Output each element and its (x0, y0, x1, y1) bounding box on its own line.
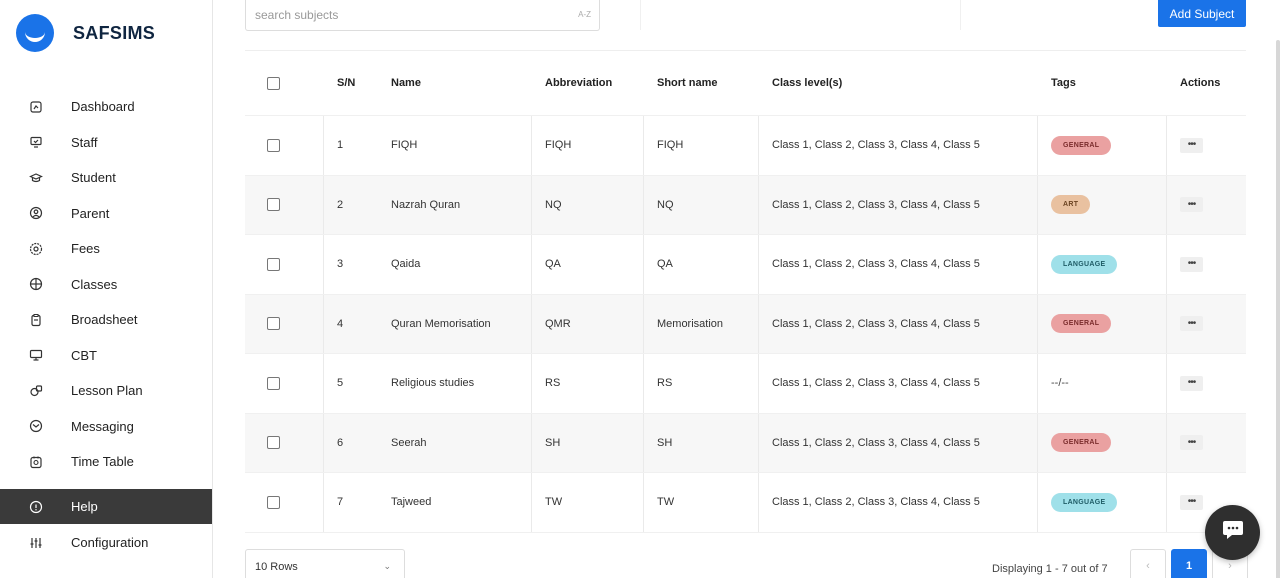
cell-short: RS (657, 377, 673, 390)
chevron-down-icon: ⌄ (383, 561, 391, 571)
row-actions-button[interactable]: ••• (1180, 257, 1203, 272)
column-divider (1037, 473, 1038, 532)
search-input[interactable] (246, 0, 546, 29)
row-checkbox[interactable] (267, 496, 280, 509)
add-subject-button[interactable]: Add Subject (1158, 0, 1246, 27)
column-divider (531, 414, 532, 473)
column-divider (643, 176, 644, 235)
fees-icon (29, 242, 43, 256)
row-checkbox[interactable] (267, 139, 280, 152)
row-actions-button[interactable]: ••• (1180, 197, 1203, 212)
classes-icon (29, 277, 43, 291)
lesson-plan-icon (29, 384, 43, 398)
cell-name: Qaida (391, 258, 421, 271)
cell-short: TW (657, 496, 675, 509)
column-divider (531, 354, 532, 413)
row-actions-button[interactable]: ••• (1180, 495, 1203, 510)
row-actions-button[interactable]: ••• (1180, 435, 1203, 450)
sidebar-item-broadsheet[interactable] (0, 302, 212, 338)
tag-badge: GENERAL (1051, 136, 1111, 155)
tag-badge: LANGUAGE (1051, 493, 1117, 512)
sidebar-item-messaging[interactable] (0, 409, 212, 445)
logo-icon (16, 14, 54, 52)
column-divider (643, 354, 644, 413)
sidebar-item-label: Dashboard (71, 99, 135, 115)
sidebar-nav (0, 89, 212, 480)
messaging-icon (29, 419, 43, 433)
cell-short: QA (657, 258, 673, 271)
header-name[interactable]: Name (391, 77, 421, 89)
sidebar-item-label: Staff (71, 134, 98, 150)
row-checkbox[interactable] (267, 258, 280, 271)
cell-name: FIQH (391, 139, 418, 152)
cell-levels: Class 1, Class 2, Class 3, Class 4, Class 5 (772, 436, 980, 449)
sidebar-item-staff[interactable] (0, 125, 212, 161)
column-divider (1166, 235, 1167, 294)
sidebar-item-label: CBT (71, 347, 97, 363)
sidebar-item-student[interactable] (0, 160, 212, 196)
column-divider (531, 295, 532, 354)
prev-page-button[interactable]: ‹ (1130, 549, 1166, 578)
cell-name: Tajweed (391, 496, 432, 509)
student-icon (29, 171, 43, 185)
column-divider (1037, 295, 1038, 354)
chat-button[interactable] (1205, 505, 1260, 560)
cell-short: SH (657, 436, 673, 449)
table-body (245, 116, 1246, 533)
cell-sn: 2 (337, 198, 344, 211)
cell-sn: 1 (337, 139, 344, 152)
sidebar-item-label: Parent (71, 205, 110, 221)
column-divider (758, 116, 759, 175)
pagination-summary: Displaying 1 - 7 out of 7 (992, 563, 1108, 575)
cell-name: Religious studies (391, 377, 475, 390)
column-divider (758, 414, 759, 473)
column-divider (758, 235, 759, 294)
table-header (245, 51, 1246, 116)
sidebar-item-time-table[interactable] (0, 444, 212, 480)
column-divider (531, 176, 532, 235)
row-actions-button[interactable]: ••• (1180, 376, 1203, 391)
header-short-name[interactable]: Short name (657, 77, 718, 89)
cell-abbr: RS (545, 377, 561, 390)
cell-name: Quran Memorisation (391, 317, 491, 330)
sidebar-item-label: Help (71, 499, 98, 514)
tag-badge: LANGUAGE (1051, 255, 1117, 274)
column-divider (1166, 414, 1167, 473)
staff-icon (29, 135, 43, 149)
cell-levels: Class 1, Class 2, Class 3, Class 4, Class 5 (772, 317, 980, 330)
next-page-button[interactable]: › (1212, 549, 1248, 578)
dashboard-icon (29, 100, 43, 114)
sidebar-item-dashboard[interactable] (0, 89, 212, 125)
sidebar-item-label: Lesson Plan (71, 383, 143, 399)
table-row[interactable] (245, 235, 1246, 295)
tag-badge: GENERAL (1051, 433, 1111, 452)
cell-sn: 3 (337, 258, 344, 271)
cell-levels: Class 1, Class 2, Class 3, Class 4, Class 5 (772, 258, 980, 271)
sidebar-item-parent[interactable] (0, 196, 212, 232)
column-divider (323, 295, 324, 354)
row-checkbox[interactable] (267, 377, 280, 390)
sidebar-item-label: Classes (71, 276, 118, 292)
chat-icon (1221, 519, 1245, 546)
column-divider (758, 176, 759, 235)
column-divider (1037, 176, 1038, 235)
table-row[interactable] (245, 473, 1246, 533)
column-divider (1166, 116, 1167, 175)
column-divider (323, 235, 324, 294)
sidebar-item-cbt[interactable] (0, 338, 212, 374)
header-class-levels[interactable]: Class level(s) (772, 77, 843, 89)
table-row[interactable] (245, 354, 1246, 414)
subjects-table (245, 50, 1246, 533)
sidebar-item-label: Fees (71, 241, 100, 257)
sidebar-item-label: Time Table (71, 454, 134, 470)
column-divider (1166, 473, 1167, 532)
table-row[interactable] (245, 176, 1246, 236)
row-actions-button[interactable]: ••• (1180, 138, 1203, 153)
cell-sn: 4 (337, 317, 344, 330)
sidebar-item-classes[interactable] (0, 267, 212, 303)
column-divider (643, 295, 644, 354)
cell-sn: 5 (337, 377, 344, 390)
tag-badge: ART (1051, 195, 1090, 214)
parent-icon (29, 206, 43, 220)
broadsheet-icon (29, 313, 43, 327)
row-actions-button[interactable]: ••• (1180, 316, 1203, 331)
sort-hint[interactable]: A-Z (578, 10, 591, 19)
column-divider (323, 116, 324, 175)
cell-levels: Class 1, Class 2, Class 3, Class 4, Class 5 (772, 377, 980, 390)
sidebar-item-label: Messaging (71, 418, 134, 434)
sidebar-item-help[interactable] (0, 489, 212, 524)
column-divider (531, 116, 532, 175)
configuration-icon (29, 536, 43, 550)
sidebar-item-label: Broadsheet (71, 312, 138, 328)
table-row[interactable] (245, 295, 1246, 355)
scrollbar[interactable] (1276, 40, 1280, 578)
divider (640, 0, 641, 30)
rows-per-page-value: 10 Rows (255, 561, 298, 573)
column-divider (643, 235, 644, 294)
column-divider (1037, 414, 1038, 473)
cell-short: Memorisation (657, 317, 724, 330)
timetable-icon (29, 455, 43, 469)
sidebar-item-lesson-plan[interactable] (0, 373, 212, 409)
cell-short: NQ (657, 198, 674, 211)
cell-abbr: QA (545, 258, 561, 271)
header-tags[interactable]: Tags (1051, 77, 1076, 89)
column-divider (643, 473, 644, 532)
column-divider (323, 176, 324, 235)
rows-per-page-select[interactable] (245, 549, 405, 578)
cell-levels: Class 1, Class 2, Class 3, Class 4, Class 5 (772, 496, 980, 509)
sidebar-item-label: Student (71, 170, 116, 186)
column-divider (758, 354, 759, 413)
column-divider (758, 473, 759, 532)
row-checkbox[interactable] (267, 436, 280, 449)
select-all-checkbox[interactable] (267, 77, 280, 90)
column-divider (643, 414, 644, 473)
sidebar-item-fees[interactable] (0, 231, 212, 267)
cbt-icon (29, 348, 43, 362)
column-divider (1037, 354, 1038, 413)
cell-sn: 6 (337, 436, 344, 449)
table-row[interactable] (245, 116, 1246, 176)
column-divider (323, 414, 324, 473)
tag-empty: --/-- (1051, 377, 1069, 390)
cell-short: FIQH (657, 139, 684, 152)
cell-abbr: SH (545, 436, 561, 449)
row-checkbox[interactable] (267, 198, 280, 211)
cell-abbr: QMR (545, 317, 571, 330)
row-checkbox[interactable] (267, 317, 280, 330)
sidebar-item-configuration[interactable] (0, 525, 212, 560)
column-divider (1166, 295, 1167, 354)
sidebar (0, 0, 213, 578)
column-divider (1037, 116, 1038, 175)
header-sn[interactable]: S/N (337, 77, 356, 89)
cell-levels: Class 1, Class 2, Class 3, Class 4, Class 5 (772, 198, 980, 211)
column-divider (531, 473, 532, 532)
column-divider (758, 295, 759, 354)
header-abbreviation[interactable]: Abbreviation (545, 77, 613, 89)
column-divider (323, 354, 324, 413)
cell-abbr: TW (545, 496, 563, 509)
help-icon (29, 500, 43, 514)
table-row[interactable] (245, 414, 1246, 474)
cell-name: Seerah (391, 436, 427, 449)
column-divider (643, 116, 644, 175)
sidebar-item-label: Configuration (71, 535, 149, 550)
column-divider (1166, 354, 1167, 413)
column-divider (531, 235, 532, 294)
brand-logo[interactable] (16, 14, 155, 52)
cell-levels: Class 1, Class 2, Class 3, Class 4, Class 5 (772, 139, 980, 152)
column-divider (1037, 235, 1038, 294)
cell-name: Nazrah Quran (391, 198, 461, 211)
column-divider (323, 473, 324, 532)
page-1-button[interactable]: 1 (1171, 549, 1207, 578)
header-actions: Actions (1180, 77, 1221, 89)
brand-name: SAFSIMS (73, 22, 156, 43)
column-divider (1166, 176, 1167, 235)
tag-badge: GENERAL (1051, 314, 1111, 333)
cell-abbr: NQ (545, 198, 562, 211)
cell-abbr: FIQH (545, 139, 572, 152)
divider (960, 0, 961, 30)
search-box (245, 0, 600, 31)
cell-sn: 7 (337, 496, 344, 509)
